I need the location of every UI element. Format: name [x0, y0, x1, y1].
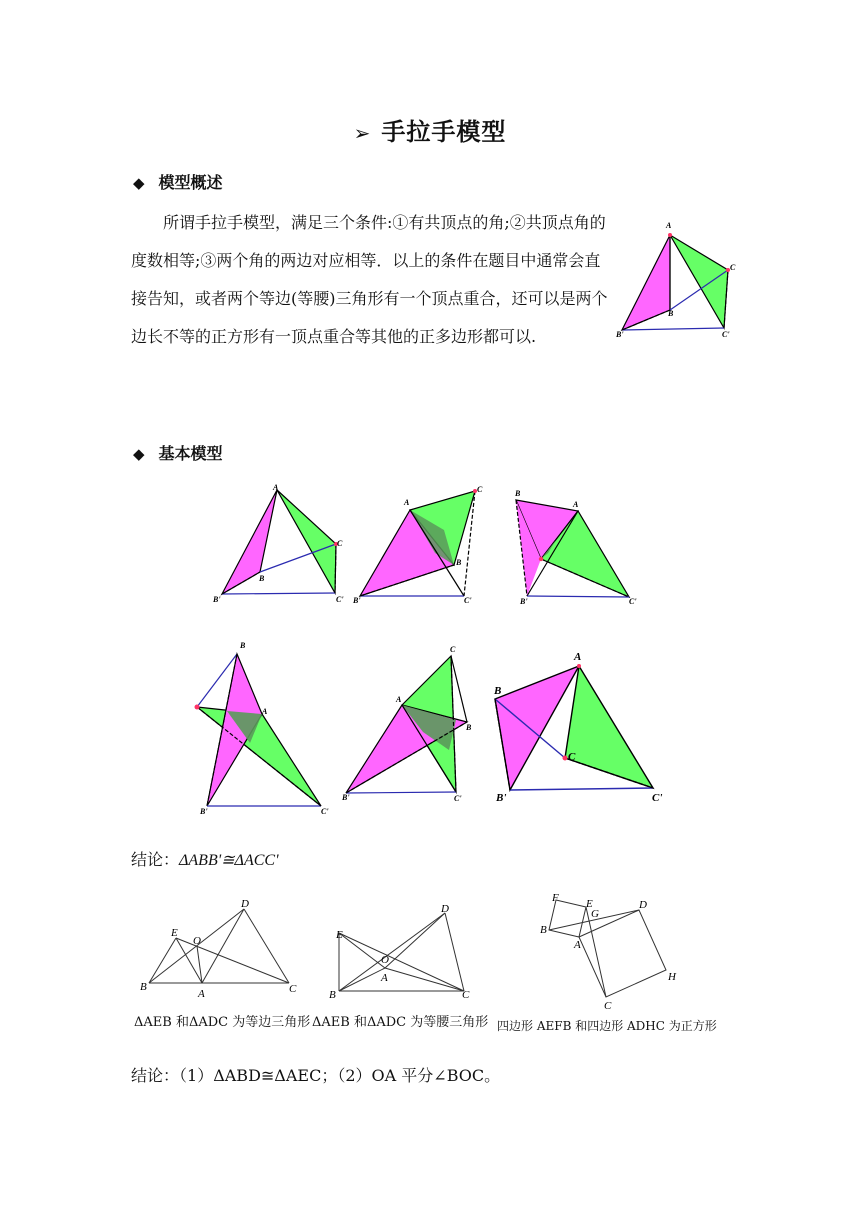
magenta-triangle: [622, 235, 670, 330]
label-c: C: [568, 751, 576, 763]
segment-ec: [339, 933, 464, 991]
caption-isosceles: ΔAEB 和ΔADC 为等腰三角形: [312, 1015, 489, 1030]
label-cp: C': [464, 596, 472, 605]
point-a: [577, 664, 581, 668]
label-b: B: [515, 489, 521, 498]
label-bp: B': [616, 330, 624, 339]
conclusion-1: 结论：ΔABB'≅ΔACC': [131, 850, 279, 869]
label-c: C: [604, 1000, 612, 1012]
label-b: B: [668, 309, 674, 318]
label-b: B: [456, 558, 462, 567]
segment-ba: [339, 968, 385, 991]
label-c: C: [289, 983, 297, 995]
label-bp: B': [353, 596, 361, 605]
segment-oa: [197, 946, 202, 983]
label-cp: C': [629, 597, 637, 606]
model-figure-4: [195, 641, 330, 816]
green-triangle: [670, 235, 728, 328]
segment-ac: [385, 968, 464, 991]
label-c: C: [337, 539, 343, 548]
label-b: B: [540, 924, 547, 936]
label-cp: C': [321, 807, 329, 816]
segment-ad: [202, 909, 244, 983]
label-e: E: [586, 898, 593, 910]
caption-equilateral: ΔAEB 和ΔADC 为等边三角形: [134, 1015, 311, 1030]
page-title: ➢ 手拉手模型: [353, 118, 507, 146]
section-heading-basic: ◆ 基本模型: [133, 444, 223, 463]
label-c: C: [450, 645, 456, 654]
segment-dc: [445, 913, 464, 991]
green-triangle: [277, 490, 336, 593]
label-cp: C': [454, 794, 462, 803]
label-bp: B': [520, 597, 528, 606]
label-g: G: [591, 908, 599, 920]
label-b: B: [466, 723, 472, 732]
label-a: A: [273, 483, 279, 492]
point-c: [195, 705, 200, 710]
diamond-bullet-icon: ◆: [133, 445, 145, 463]
label-cp: C': [722, 330, 730, 339]
segment-bpcp: [622, 328, 724, 330]
segment-bpcp: [527, 596, 629, 597]
label-b: B: [329, 989, 336, 1001]
label-a: A: [574, 651, 582, 663]
conclusion-2-part2: （2）OA 平分∠BOC。: [337, 1066, 501, 1085]
label-d: D: [639, 899, 647, 911]
label-b: B: [140, 981, 147, 993]
label-a: A: [198, 988, 205, 1000]
segment-bpcp: [510, 788, 653, 790]
segment-bpcp: [346, 792, 456, 793]
label-cp: C': [336, 595, 344, 604]
conclusion-2-part1: （1）ΔABD≅ΔAEC；: [179, 1066, 338, 1085]
model-figure-1: [212, 483, 344, 604]
model-figure-3: [514, 489, 637, 606]
label-b: B: [494, 685, 502, 697]
label-a: A: [666, 221, 672, 230]
point-c: [563, 756, 568, 761]
green-triangle: [565, 666, 653, 788]
model-figure-2: [352, 485, 483, 605]
label-c: C: [462, 989, 470, 1001]
model-figure-6: [493, 651, 662, 804]
diamond-bullet-icon: ◆: [133, 174, 145, 192]
segment-dc: [244, 909, 289, 983]
label-b: B: [240, 641, 246, 650]
arrow-bullet-icon: ➢: [353, 121, 372, 145]
label-bp: B': [342, 793, 350, 802]
segment-ad: [385, 913, 445, 968]
figure-isosceles: [339, 913, 464, 991]
overview-paragraph: 所谓手拉手模型，满足三个条件:①有共顶点的角;②共顶点角的度数相等;③两个角的两边对应相等．以上的条件在题目中通常会直接告知，或者两个等边(等腰)三角形有一个顶点重合，还可以是两个边长不等的正方形有一顶点重合等其他的正多边形都可以.: [131, 213, 608, 346]
label-c: C: [730, 263, 736, 272]
section-heading-overview: ◆ 模型概述: [133, 173, 223, 192]
point-a: [668, 233, 672, 237]
extension-figures: [134, 888, 734, 1012]
label-d: D: [441, 903, 449, 915]
label-bp: B': [213, 595, 221, 604]
figure-equilateral: [149, 909, 289, 983]
label-bp: B': [200, 807, 208, 816]
formula-congruence: ΔABB'≅ΔACC': [179, 852, 279, 869]
basic-models-row1: [205, 480, 655, 610]
segment-be: [149, 938, 176, 983]
label-b: B: [259, 574, 265, 583]
label-o: O: [381, 954, 389, 966]
label-cp: C': [652, 792, 663, 804]
segment-bd: [339, 913, 445, 991]
label-d: D: [241, 898, 249, 910]
caption-squares: 四边形 AEFB 和四边形 ADHC 为正方形: [497, 1019, 717, 1033]
label-h: H: [668, 971, 676, 983]
square-adhc: [579, 910, 666, 997]
figure-squares-labels: [540, 892, 677, 1012]
segment-ec: [586, 907, 606, 997]
figure-squares: [549, 900, 666, 997]
label-a: A: [574, 939, 581, 951]
label-o: O: [193, 935, 201, 947]
label-c: C: [477, 485, 483, 494]
overview-figure: [612, 218, 742, 342]
label-f: F: [552, 892, 559, 904]
point-c: [539, 557, 543, 561]
label-a: A: [404, 498, 410, 507]
label-a: A: [396, 695, 402, 704]
label-e: E: [336, 929, 343, 941]
label-a: A: [573, 500, 579, 509]
label-e: E: [171, 927, 178, 939]
square-aefb: [549, 900, 586, 937]
label-a: A: [381, 972, 388, 984]
basic-models-row2: [190, 638, 680, 820]
conclusion-2: 结论：（1）ΔABD≅ΔAEC；（2）OA 平分∠BOC。: [131, 1066, 501, 1085]
model-figure-5: [341, 645, 472, 803]
segment-bpcp: [222, 593, 335, 594]
figure-equilateral-labels: [140, 898, 297, 1000]
label-bp: B': [496, 792, 507, 804]
label-a: A: [262, 707, 268, 716]
